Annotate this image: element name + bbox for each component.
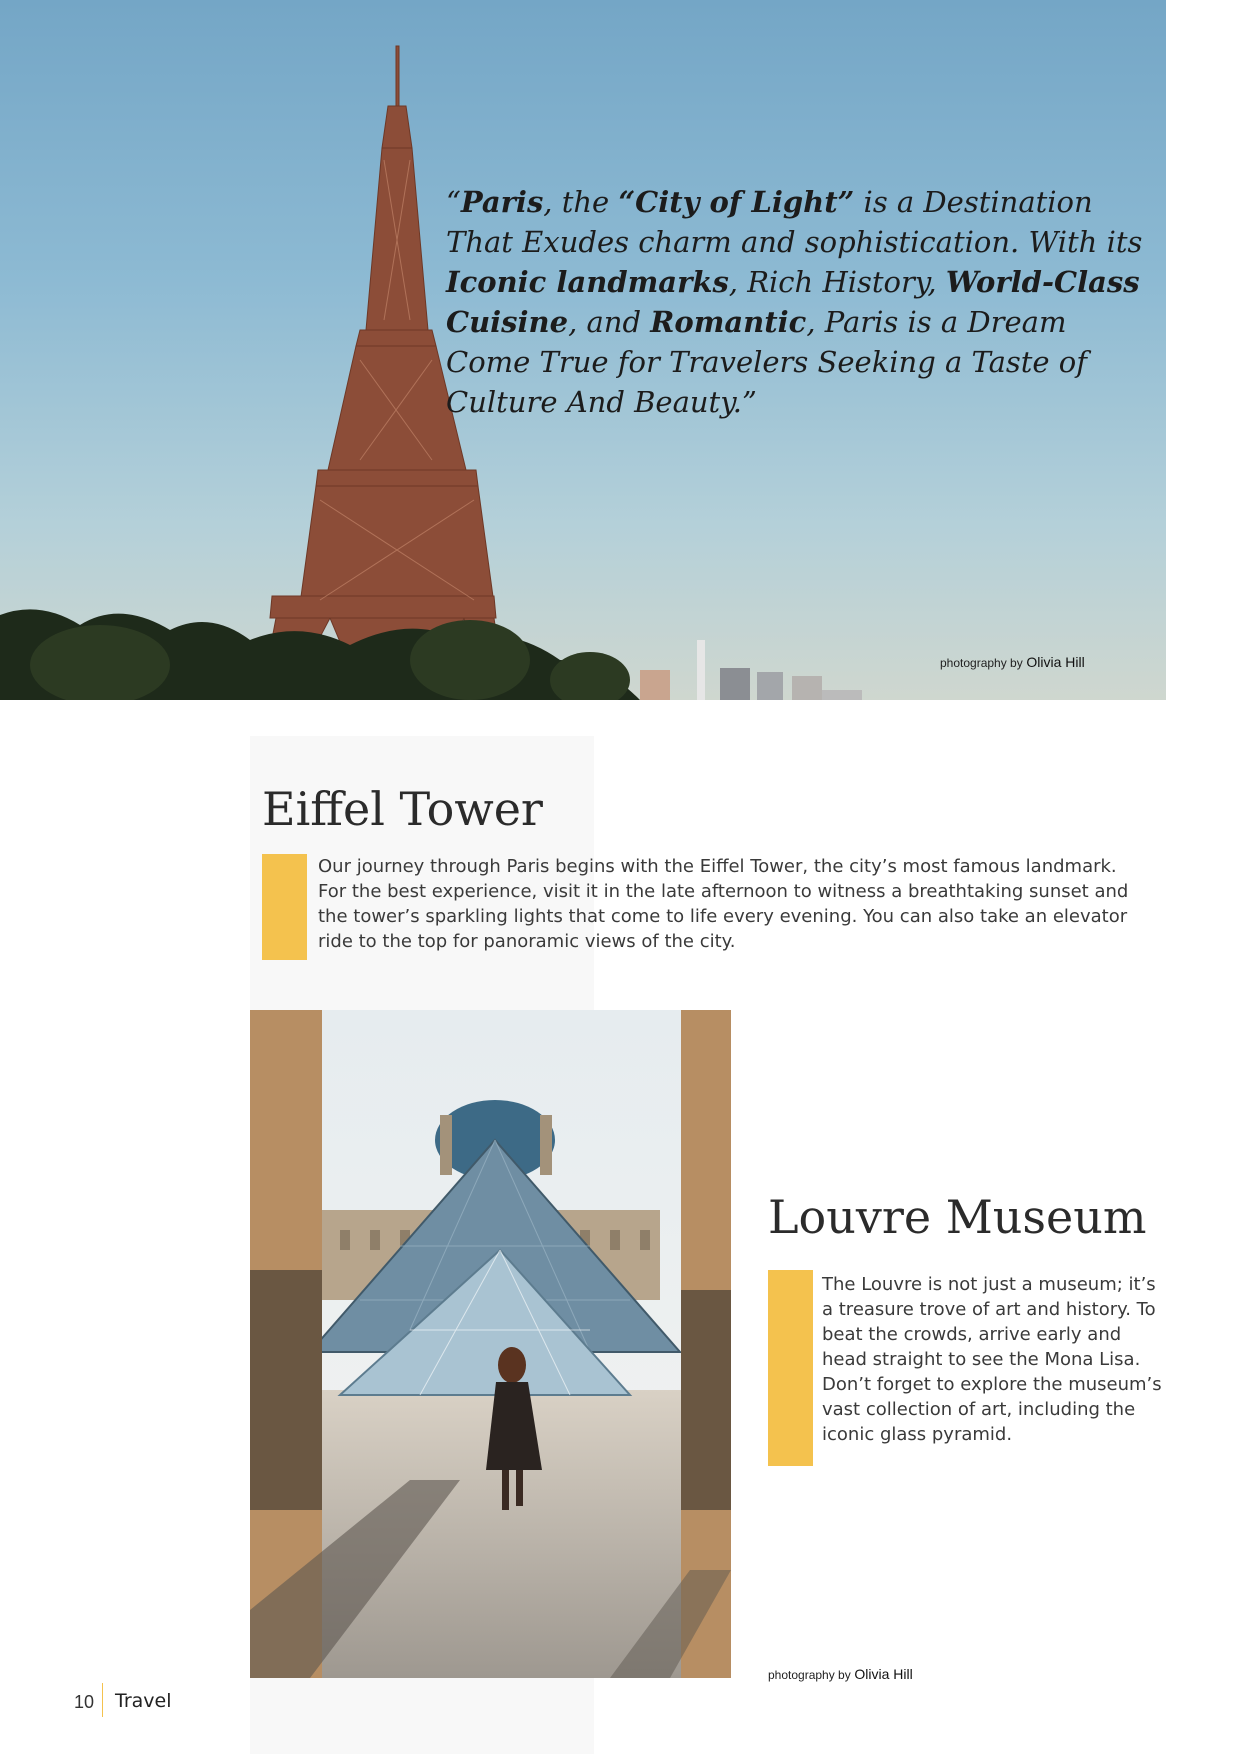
credit-by-label: photography by <box>768 1668 851 1682</box>
quote-world-class-cuisine: World-Class Cuisine <box>446 265 1140 339</box>
hero-quote <box>446 182 1146 422</box>
quote-text-5: , Paris is a Dream Come True for Travelers Seeking a Taste of Culture And Beauty.” <box>446 305 1088 419</box>
louvre-museum-heading: Louvre Museum <box>768 1190 1147 1244</box>
quote-text-4: , and <box>568 305 651 339</box>
credit-photographer-name: Olivia Hill <box>1026 654 1085 670</box>
louvre-pyramid-illustration <box>250 1010 731 1678</box>
hero-photo <box>0 0 1166 700</box>
louvre-accent-bar <box>768 1270 813 1466</box>
credit-photographer-name: Olivia Hill <box>854 1666 913 1682</box>
quote-romantic: Romantic <box>650 305 807 339</box>
hero-photo-credit <box>940 654 1085 670</box>
eiffel-accent-bar <box>262 854 307 960</box>
louvre-museum-paragraph: The Louvre is not just a museum; it’s a treasure trove of art and history. To beat the crowds, arrive early and head straight to see the Mona Lisa. Don’t forget to explore the museum’s vast collection of art, including the iconic glass pyramid. <box>822 1274 1162 1445</box>
quote-text-1: , the <box>543 185 619 219</box>
quote-text-3: , Rich History, <box>728 265 946 299</box>
quote-paris: Paris <box>460 185 544 219</box>
credit-by-label: photography by <box>940 656 1023 670</box>
quote-text-2: is a Destination That Exudes charm and sophistication. With its <box>446 185 1143 259</box>
quote-city-of-light: “City of Light” <box>618 185 855 219</box>
page-number: 10 <box>74 1692 95 1712</box>
eiffel-tower-paragraph: Our journey through Paris begins with the Eiffel Tower, the city’s most famous landmark. For the best experience, visit it in the late afternoon to witness a breathtaking sunset and the tower’s sparkling lights that come to life every evening. You can also take an elevator ride to the top for panoramic views of the city. <box>318 856 1129 952</box>
section-name: Travel <box>115 1690 172 1712</box>
footer-divider <box>102 1683 103 1717</box>
eiffel-tower-heading: Eiffel Tower <box>262 782 543 836</box>
louvre-photo <box>250 1010 731 1678</box>
quote-iconic-landmarks: Iconic landmarks <box>446 265 729 299</box>
louvre-photo-credit <box>768 1666 913 1682</box>
quote-open-mark: “ <box>446 185 461 219</box>
